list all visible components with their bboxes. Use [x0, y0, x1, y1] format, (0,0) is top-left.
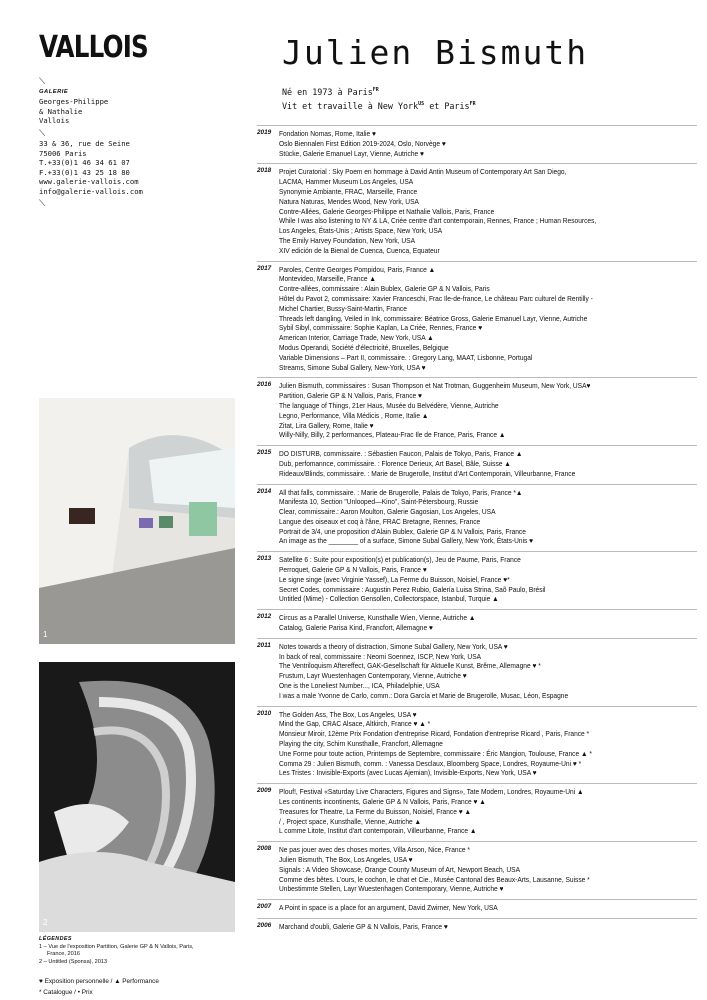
lives-b: et Paris — [424, 100, 470, 111]
year-label: 2010 — [257, 709, 272, 717]
owner-line: Georges-Philippe — [39, 97, 109, 106]
year-label: 2015 — [257, 449, 272, 457]
tick-mark: ⟍ — [39, 199, 46, 209]
exhibition-entry: Comme des bêtes. L'ours, le cochon, le chat et Cie., Musée Cantonal des Beaux-Arts, Lausanne, Suisse * — [279, 874, 590, 884]
exhibition-entry: Le signe singe (avec Virginie Yassef), La Ferme du Buisson, Noisiel, France ♥* — [279, 574, 510, 584]
year-label: 2016 — [257, 381, 272, 389]
key-line: * Catalogue / • Prix — [39, 989, 93, 996]
legend-title: LÉGENDES — [39, 936, 72, 942]
exhibition-entry: Manifesta 10, Section "Unlooped—Kino", Saint-Pétersbourg, Russie — [279, 497, 479, 507]
exhibition-entry: Synonymie Ambiante, FRAC, Marseille, France — [279, 186, 418, 196]
exhibition-entry: Signals : A Video Showcase, Orange County Museum of Art, Newport Beach, USA — [279, 864, 520, 874]
exhibition-entry: Marchand d'oubli, Galerie GP & N Vallois, Paris, France ♥ — [279, 921, 448, 931]
year-label: 2013 — [257, 555, 272, 563]
artist-name: Julien Bismuth — [282, 33, 589, 72]
gallery-info — [39, 78, 239, 210]
address-line: 33 & 36, rue de Seine — [39, 139, 130, 148]
exhibition-entry: Notes towards a theory of distraction, Simone Subal Gallery, New York, USA ♥ — [279, 641, 508, 651]
exhibition-entry: Hôtel du Pavot 2, commissaire: Xavier Franceschi, Frac Ile-de-france, Le château Parc culturel de Rentilly - — [279, 293, 593, 303]
year-block — [257, 551, 697, 608]
exhibition-entry: The Emily Harvey Foundation, New York, USA — [279, 235, 415, 245]
exhibition-entry: The Golden Ass, The Box, Los Angeles, USA ♥ — [279, 709, 417, 719]
exhibition-entry: A Point in space is a place for an argument, David Zwirner, New York, USA — [279, 903, 498, 913]
exhibition-photo — [39, 398, 235, 644]
exhibition-entry: Satellite 6 : Suite pour exposition(s) et publication(s), Jeu de Paume, Paris, France — [279, 555, 521, 565]
lives: Vit et travaille à New York — [282, 100, 419, 111]
exhibition-entry: In back of real, commissaire : Neomi Soennez, ISCP, New York, USA — [279, 651, 482, 661]
fax: F.+33(0)1 43 25 18 80 — [39, 167, 130, 177]
exhibition-entry: One is the Loneliest Number..., ICA, Philadelphie, USA — [279, 681, 440, 691]
year-label: 2007 — [257, 903, 272, 911]
year-block — [257, 163, 697, 259]
exhibition-entry: Sybil Sibyl, commissaire: Sophie Kaplan, La Criée, Rennes, France ♥ — [279, 323, 483, 333]
year-block — [257, 609, 697, 637]
year-block — [257, 918, 697, 936]
exhibition-entry: The Ventriloquism Aftereffect, GAK-Gesellschaft für Aktuelle Kunst, Brême, Allemagne ♥ * — [279, 661, 541, 671]
year-label: 2014 — [257, 487, 272, 495]
year-label: 2018 — [257, 167, 272, 175]
exhibition-entry: While I was also listening to NY & LA, Criée centre d'art contemporain, Rennes, France ; Human Resources, — [279, 216, 597, 226]
year-block — [257, 445, 697, 482]
exhibition-entry: Montevideo, Marseille, France ▲ — [279, 274, 376, 284]
key-line: ♥ Exposition personnelle / ▲ Performance — [39, 978, 159, 985]
year-label: 2017 — [257, 264, 272, 272]
year-block — [257, 261, 697, 377]
image-number: 2 — [43, 918, 48, 927]
exhibition-entry: Une Forme pour toute action, Printemps de Septembre, commissaire : Éric Mangion, Toulouse, France ▲ * — [279, 748, 592, 758]
email-link[interactable]: info@galerie-vallois.com — [39, 186, 143, 196]
exhibition-entry: DO DISTURB, commissaire. : Sébastien Faucon, Palais de Tokyo, Paris, France ▲ — [279, 449, 523, 459]
exhibition-entry: Legno, Performance, Villa Médicis , Rome, Italie ▲ — [279, 410, 429, 420]
year-label: 2009 — [257, 787, 272, 795]
exhibition-entry: Los Angeles, États-Unis ; Artists Space, New York, USA — [279, 226, 443, 236]
image-number: 1 — [43, 630, 48, 639]
exhibition-entry: Michel Chartier, Bussy-Saint-Martin, France — [279, 303, 407, 313]
gallery-address — [39, 139, 239, 196]
exhibition-entry: Portrait de 3/4, une proposition d'Alain Bublex, Galerie GP & N Vallois, Paris, France — [279, 526, 526, 536]
artwork-photo — [39, 662, 235, 932]
exhibition-entry: Streams, Simone Subal Gallery, New-York, USA ♥ — [279, 362, 426, 372]
exhibition-entry: Unbestimmte Stellen, Layr Wuestenhagen Contemporary, Vienne, Autriche ♥ — [279, 884, 504, 894]
exhibition-entry: Fondation Nomas, Rome, Italie ♥ — [279, 129, 376, 138]
born: Né en 1973 à Paris — [282, 86, 373, 97]
year-block — [257, 377, 697, 444]
gallery-owners — [39, 97, 239, 126]
exhibition-entry: Contre-allées, commissaire : Alain Bublex, Galerie GP & N Vallois, Paris — [279, 284, 490, 294]
year-label: 2011 — [257, 641, 271, 649]
exhibition-entry: Stücke, Galerie Emanuel Layr, Vienne, Autriche ♥ — [279, 148, 424, 158]
exhibition-entry: Playing the city, Schirn Kunsthalle, Francfort, Allemagne — [279, 739, 443, 749]
exhibition-entry: Variable Dimensions – Part II, commissaire. : Gregory Lang, MAAT, Lisbonne, Portugal — [279, 352, 533, 362]
exhibition-entry: All that falls, commissaire. : Marie de Brugerolle, Palais de Tokyo, Paris, France *▲ — [279, 487, 523, 497]
year-block — [257, 638, 697, 705]
exhibition-entry: Paroles, Centre Georges Pompidou, Paris, France ▲ — [279, 264, 436, 274]
exhibition-entry: / , Project space, Kunsthalle, Vienne, Autriche ▲ — [279, 816, 422, 826]
gallery-logo: VALLOIS — [39, 30, 148, 65]
year-block — [257, 484, 697, 551]
artist-bio — [282, 84, 476, 112]
legend — [39, 936, 239, 966]
year-block — [257, 899, 697, 917]
exhibition-entry: Ne pas jouer avec des choses mortes, Villa Arson, Nice, France * — [279, 845, 471, 855]
symbol-keys — [39, 976, 159, 998]
exhibition-entry: Rideaux/Blinds, commissaire. : Marie de Brugerolle, Institut d'Art Contemporain, Villeurbanne, France — [279, 468, 576, 478]
exhibition-entry: L comme Litote, Institut d'art contemporain, Villeurbanne, France ▲ — [279, 826, 477, 836]
exhibition-entry: I was a male Yvonne de Carlo, comm.: Dora García et Marie de Brugerolle, Musac, Léon, Espagne — [279, 690, 569, 700]
year-block — [257, 125, 697, 162]
exhibition-entry: Les continents incontinents, Galerie GP & N Vallois, Paris, France ♥ ▲ — [279, 797, 486, 807]
exhibition-entry: Contre-Allées, Galerie Georges-Philippe et Nathalie Vallois, Paris, France — [279, 206, 495, 216]
exhibition-entry: American Interior, Carriage Trade, New York, USA ▲ — [279, 333, 434, 343]
exhibition-entry: Modus Operandi, Société d'électricité, Bruxelles, Belgique — [279, 342, 449, 352]
exhibition-entry: Natura Naturas, Mendes Wood, New York, USA — [279, 196, 419, 206]
year-label: 2012 — [257, 613, 272, 621]
artwork-image — [39, 662, 235, 932]
exhibition-entry: Circus as a Parallel Universe, Kunsthalle Wien, Vienne, Autriche ▲ — [279, 613, 476, 623]
exhibition-entry: Comma 29 : Julien Bismuth, comm. : Vanessa Desclaux, Bloomberg Space, Londres, Royaume-Uni ♥ * — [279, 758, 582, 768]
exhibition-entry: XIV edición de la Bienal de Cuenca, Cuenca, Equateur — [279, 245, 440, 255]
exhibition-entry: Julien Bismuth, The Box, Los Angeles, USA ♥ — [279, 855, 413, 864]
exhibition-entry: Partition, Galerie GP & N Vallois, Paris, France ♥ — [279, 391, 422, 401]
exhibition-entry: Secret Codes, commissaire : Augustin Perez Rubio, Galería Luisa Strina, Saõ Paulo, Brésil — [279, 584, 546, 594]
exhibition-entry: Threads left dangling, Veiled in Ink, commissaire: Béatrice Gross, Galerie Emanuel Layr, Vienne, Autriche — [279, 313, 588, 323]
exhibition-entry: Dub, perfomannce, commissaire. : Florence Derieux, Art Basel, Bâle, Suisse ▲ — [279, 458, 511, 468]
phone: T.+33(0)1 46 34 61 07 — [39, 158, 130, 167]
exhibition-entry: An image as the ________ of a surface, Simone Subal Gallery, New York, États-Unis ♥ — [279, 536, 534, 546]
exhibition-entry: Untitled (Mime) - Collection Gensollen, Collectorspace, Istanbul, Turquie ▲ — [279, 594, 499, 604]
exhibition-entry: Monsieur Miroir, 12ème Prix Fondation d'entreprise Ricard, Fondation d'entreprise Ricard , Paris, France * — [279, 729, 590, 739]
exhibition-entry: The language of Things, 21er Haus, Musée du Belvédère, Vienne, Autriche — [279, 400, 499, 410]
exhibition-entry: Julien Bismuth, commissaires : Susan Thompson et Nat Trotman, Guggenheim Museum, New York, USA♥ — [279, 381, 591, 391]
year-label: 2006 — [257, 921, 272, 929]
exhibition-entry: Les Tristes : Invisible-Exports (avec Lucas Ajemian), Invisible-Exports, New York, USA ♥ — [279, 768, 537, 778]
exhibition-entry: Projet Curatorial : Sky Poem en hommage à David Antin Museum of Contemporary Art San Diego, — [279, 167, 567, 177]
legend-item: 1 – Vue de l'exposition Partition, Galerie GP & N Vallois, Paris, — [39, 943, 194, 950]
gallery-room-image — [39, 398, 235, 644]
address-line: 75006 Paris — [39, 148, 87, 158]
exhibition-entry: Catalog, Galerie Parisa Kind, Francfort, Allemagne ♥ — [279, 623, 433, 633]
exhibition-entry: Clear, commissaire.: Aaron Moulton, Galerie Gagosian, Los Angeles, USA — [279, 507, 496, 517]
owner-line: Vallois — [39, 116, 70, 125]
exhibition-entry: Frustum, Layr Wuestenhagen Contemporary, Vienne, Autriche ♥ — [279, 671, 467, 681]
year-label: 2008 — [257, 845, 272, 853]
exhibition-entry: Plouf!, Festival «Saturday Live Characters, Figures and Signs», Tate Modern, Londres, Royaume-Uni ▲ — [279, 787, 584, 797]
legend-item: France, 2016 — [47, 951, 80, 957]
exhibition-entry: Willy-Nilly, Billy, 2 performances, Plateau-Frac Ile de France, Paris, France ▲ — [279, 430, 506, 440]
owner-line: & Nathalie — [39, 106, 83, 116]
lives-sup: US — [418, 100, 425, 107]
lives-sup: FR — [469, 100, 476, 107]
exhibition-entry: Perroquet, Galerie GP & N Vallois, Paris, France ♥ — [279, 565, 427, 575]
exhibition-entry: Mind the Gap, CRAC Alsace, Altkirch, France ♥ ▲ * — [279, 719, 431, 729]
year-block — [257, 841, 697, 898]
year-label: 2019 — [257, 129, 272, 136]
exhibition-entry: Oslo Biennalen First Edition 2019-2024, Oslo, Norvège ♥ — [279, 138, 446, 148]
year-block — [257, 783, 697, 840]
exhibition-entry: Zitat, Lira Gallery, Rome, Italie ♥ — [279, 420, 374, 430]
gallery-label: GALERIE — [39, 88, 69, 95]
exhibition-list — [257, 125, 697, 937]
exhibition-entry: LACMA, Hammer Museum Los Angeles, USA — [279, 177, 414, 187]
born-sup: FR — [372, 87, 379, 93]
tick-mark: ⟍ — [39, 77, 46, 87]
year-block — [257, 706, 697, 783]
website-link[interactable]: www.galerie-vallois.com — [39, 177, 139, 186]
tick-mark: ⟍ — [39, 128, 46, 139]
legend-item: 2 – Untitled (Sponsa), 2013 — [39, 958, 108, 965]
exhibition-entry: Langue des oiseaux et coq à l'âne, FRAC Bretagne, Rennes, France — [279, 516, 481, 526]
exhibition-entry: Treasures for Theatre, La Ferme du Buisson, Noisiel, France ♥ ▲ — [279, 806, 472, 816]
